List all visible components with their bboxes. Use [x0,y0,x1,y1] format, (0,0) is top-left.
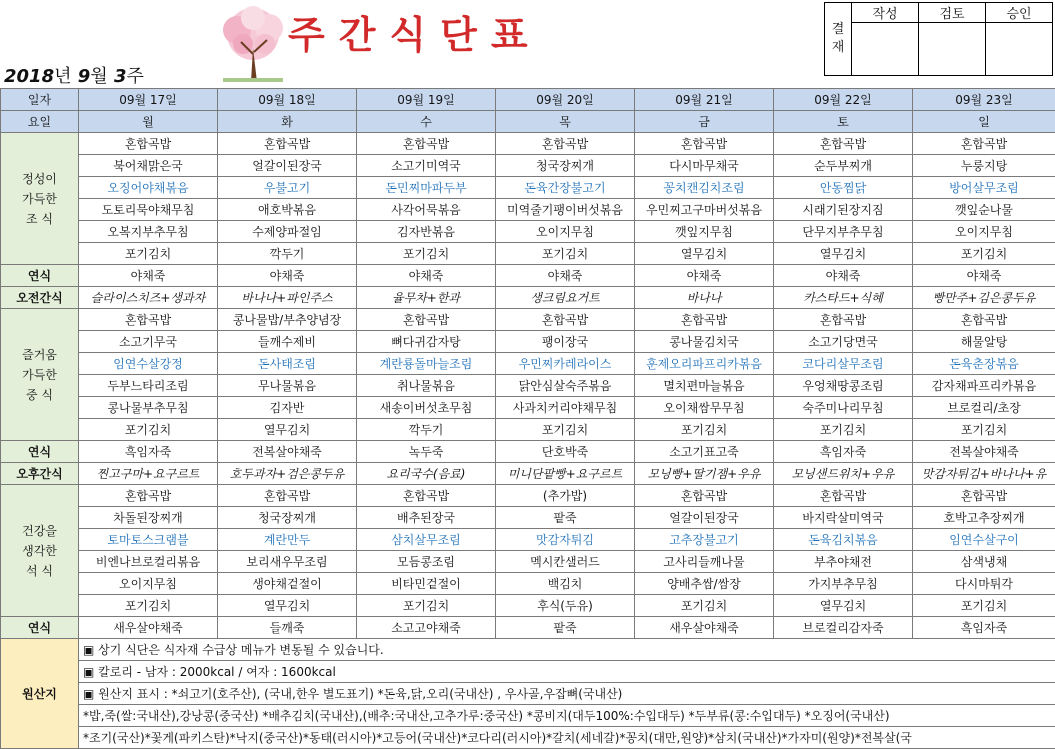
menu-row [1,353,1055,375]
menu-item: 깻잎순나물 [913,199,1055,221]
menu-item: 돈육간장불고기 [496,177,635,199]
menu-row [1,595,1055,617]
meal-section-label [1,287,79,309]
menu-item: 우엉채땅콩조림 [774,375,913,397]
menu-item: 소고고야채죽 [357,617,496,639]
menu-item: 혼합곡밥 [79,133,218,155]
menu-item: 슬라이스치즈+생과자 [79,287,218,309]
menu-item: 혼합곡밥 [774,485,913,507]
menu-item: 혼합곡밥 [79,485,218,507]
menu-item: 혼합곡밥 [635,485,774,507]
menu-row [1,331,1055,353]
menu-item: 포기김치 [79,243,218,265]
meal-section-label [1,485,79,617]
menu-item: 혼합곡밥 [357,133,496,155]
menu-item: 빵만주+김은콩두유 [913,287,1055,309]
menu-item: 김자반 [218,397,357,419]
menu-item: (추가밥) [496,485,635,507]
menu-item: 숙주미나리무침 [774,397,913,419]
menu-item: 후식(두유) [496,595,635,617]
menu-item: 다시마튀각 [913,573,1055,595]
menu-item: 오이채쌈무무침 [635,397,774,419]
menu-item: 혼합곡밥 [913,309,1055,331]
menu-item: 혼합곡밥 [635,309,774,331]
menu-item: 열무김치 [218,595,357,617]
menu-item: 야채죽 [218,265,357,287]
menu-item: 맛감자튀김 [496,529,635,551]
menu-item: 야채죽 [79,265,218,287]
menu-item: 호두과자+검은콩두유 [218,463,357,485]
menu-item: 비타민겉절이 [357,573,496,595]
origin-line: ▣ 칼로리 - 남자 : 2000kcal / 여자 : 1600kcal [79,661,1055,683]
menu-item: 누룽지탕 [913,155,1055,177]
origin-line: *밥,죽(쌀:국내산),강낭콩(중국산) *배추김치(국내산),(배추:국내산,고추가루:중국산) *콩비지(대두100%:수입대두) *두부류(콩:수입대두) *오징어(국내산) [79,705,1055,727]
menu-item: 토마토스크램블 [79,529,218,551]
menu-item: 흑임자죽 [913,617,1055,639]
menu-item: 찐고구마+요구르트 [79,463,218,485]
menu-item: 시래기된장지짐 [774,199,913,221]
menu-item: 소고기미역국 [357,155,496,177]
menu-item: 호박고추장찌개 [913,507,1055,529]
menu-item: 열무김치 [218,419,357,441]
menu-item: 미역줄기팽이버섯볶음 [496,199,635,221]
menu-item: 오복지부추무침 [79,221,218,243]
origin-line: ▣ 상기 식단은 식자재 수급상 메뉴가 변동될 수 있습니다. [79,639,1055,661]
menu-item: 생야채겉절이 [218,573,357,595]
menu-item: 포기김치 [357,595,496,617]
menu-item: 돈사태조림 [218,353,357,375]
origin-row [1,639,1055,661]
menu-item: 야채죽 [774,265,913,287]
meal-section-label-line: 중 식 [1,385,78,405]
menu-item: 혼합곡밥 [913,485,1055,507]
menu-item: 녹두죽 [357,441,496,463]
menu-item: 모듬콩조림 [357,551,496,573]
menu-item: 감자채파프리카볶음 [913,375,1055,397]
menu-item: 고추장불고기 [635,529,774,551]
menu-item: 계란만두 [218,529,357,551]
menu-item: 포기김치 [79,419,218,441]
menu-item: 새송이버섯초무침 [357,397,496,419]
menu-item: 미니단팥빵+요구르트 [496,463,635,485]
menu-item: 계란룡돌마늘조림 [357,353,496,375]
menu-row [1,485,1055,507]
meal-section-label-line: 즐거움 [1,345,78,365]
menu-item: 열무김치 [635,243,774,265]
menu-item: 들깨수제비 [218,331,357,353]
menu-item: 김자반볶음 [357,221,496,243]
origin-line: *조기(국산)*꽃게(파키스탄)*낙지(중국산)*동태(러시아)*고등어(국내산)*코다리(러시아)*갈치(세네갈)*꽁치(대만,원양)*삼치(국내산)*가자미(원양)*전복살(국 [79,727,1055,749]
menu-item: 야채죽 [635,265,774,287]
menu-row [1,243,1055,265]
menu-item: 포기김치 [774,419,913,441]
approval-sign-box[interactable] [986,23,1053,76]
menu-row [1,529,1055,551]
menu-item: 포기김치 [913,419,1055,441]
date-cell: 09월 23일 [913,89,1055,111]
menu-item: 깍두기 [218,243,357,265]
date-header-label: 일자 [1,89,79,111]
menu-item: 단호박죽 [496,441,635,463]
meal-section-label [1,617,79,639]
menu-item: 양배추쌈/쌈장 [635,573,774,595]
menu-item: 백김치 [496,573,635,595]
origin-label: 원산지 [1,639,79,749]
menu-item: 꽁치캔김치조림 [635,177,774,199]
approval-sign-box[interactable] [919,23,986,76]
meal-section-label-line: 생각한 [1,541,78,561]
menu-item: 돈육춘장볶음 [913,353,1055,375]
menu-item: 브로컬리/초장 [913,397,1055,419]
menu-item: 삼치살무조림 [357,529,496,551]
menu-item: 팥죽 [496,617,635,639]
menu-row [1,419,1055,441]
day-cell: 금 [635,111,774,133]
menu-item: 혼합곡밥 [496,133,635,155]
menu-item: 콩나물밥/부추양념장 [218,309,357,331]
menu-item: 우민찌카레라이스 [496,353,635,375]
menu-item: 해물알탕 [913,331,1055,353]
approval-sign-box[interactable] [852,23,919,76]
menu-item: 혼합곡밥 [218,485,357,507]
meal-section-label-line: 오전간식 [1,288,78,308]
meal-section-label [1,309,79,441]
menu-item: 도토리묵야채무침 [79,199,218,221]
menu-item: 포기김치 [496,243,635,265]
menu-item: 혼합곡밥 [357,485,496,507]
menu-item: 바지락살미역국 [774,507,913,529]
menu-row [1,309,1055,331]
menu-item: 팥죽 [496,507,635,529]
menu-item: 얼갈이된장국 [635,507,774,529]
meal-section-label-line: 가득한 [1,189,78,209]
menu-item: 깍두기 [357,419,496,441]
meal-section-label [1,441,79,463]
menu-item: 청국장찌개 [218,507,357,529]
menu-item: 소고기당면국 [774,331,913,353]
meal-section-label-line: 연식 [1,442,78,462]
meal-section-label-line: 연식 [1,618,78,638]
menu-item: 혼합곡밥 [774,309,913,331]
menu-item: 모닝빵+딸기잼+우유 [635,463,774,485]
date-cell: 09월 17일 [79,89,218,111]
menu-item: 멕시칸샐러드 [496,551,635,573]
date-cell: 09월 21일 [635,89,774,111]
menu-item: 배추된장국 [357,507,496,529]
menu-item: 혼합곡밥 [635,133,774,155]
origin-line: ▣ 원산지 표시 : *쇠고기(호주산), (국내,한우 별도표기) *돈육,닭,오리(국내산) , 우사골,우잡뼈(국내산) [79,683,1055,705]
menu-item: 콩나물부추무침 [79,397,218,419]
menu-item: 비엔나브로컬리볶음 [79,551,218,573]
menu-item: 보리새우무조림 [218,551,357,573]
menu-item: 무나물볶음 [218,375,357,397]
menu-row [1,265,1055,287]
menu-item: 훈제오리파프리카볶음 [635,353,774,375]
menu-item: 멸치편마늘볶음 [635,375,774,397]
menu-item: 혼합곡밥 [79,309,218,331]
menu-item: 브로컬리감자죽 [774,617,913,639]
menu-item: 취나물볶음 [357,375,496,397]
meal-section-label [1,265,79,287]
menu-item: 부추야채전 [774,551,913,573]
menu-item: 북어채맑은국 [79,155,218,177]
menu-item: 돈민찌마파두부 [357,177,496,199]
menu-item: 율무차+한과 [357,287,496,309]
approval-box [824,2,1053,76]
menu-item: 혼합곡밥 [774,133,913,155]
meal-section-label [1,463,79,485]
menu-row [1,397,1055,419]
menu-item: 방어살무조림 [913,177,1055,199]
day-cell: 수 [357,111,496,133]
menu-item: 깻잎지무침 [635,221,774,243]
origin-row [1,661,1055,683]
menu-item: 오징어야채볶음 [79,177,218,199]
menu-item: 다시마무채국 [635,155,774,177]
menu-item: 두부느타리조림 [79,375,218,397]
menu-item: 오이지무침 [79,573,218,595]
menu-item: 코다리살무조림 [774,353,913,375]
menu-row [1,463,1055,485]
approval-col-approve: 승인 [986,3,1053,23]
menu-item: 안동찜닭 [774,177,913,199]
menu-item: 오이지무침 [913,221,1055,243]
menu-row [1,133,1055,155]
menu-item: 임연수살강정 [79,353,218,375]
menu-item: 삼색냉채 [913,551,1055,573]
menu-item: 임연수살구이 [913,529,1055,551]
menu-item: 요리국수(음료) [357,463,496,485]
menu-row [1,221,1055,243]
meal-section-label-line: 오후간식 [1,464,78,484]
menu-item: 사과치커리야채무침 [496,397,635,419]
menu-item: 야채죽 [496,265,635,287]
date-cell: 09월 18일 [218,89,357,111]
menu-item: 오이지무침 [496,221,635,243]
menu-item: 맛감자튀김+바나나+유 [913,463,1055,485]
menu-item: 뼈다귀감자탕 [357,331,496,353]
menu-item: 팽이장국 [496,331,635,353]
meal-section-label-line: 조 식 [1,209,78,229]
menu-item: 얼갈이된장국 [218,155,357,177]
menu-item: 포기김치 [635,419,774,441]
menu-item: 포기김치 [496,419,635,441]
menu-row [1,507,1055,529]
meal-section-label-line: 석 식 [1,561,78,581]
date-cell: 09월 19일 [357,89,496,111]
menu-item: 혼합곡밥 [496,309,635,331]
day-cell: 화 [218,111,357,133]
menu-item: 포기김치 [79,595,218,617]
menu-item: 흑임자죽 [79,441,218,463]
menu-row [1,287,1055,309]
meal-section-label-line: 정성이 [1,169,78,189]
day-cell: 월 [79,111,218,133]
approval-col-write: 작성 [852,3,919,23]
menu-item: 바나나+파인주스 [218,287,357,309]
menu-item: 야채죽 [913,265,1055,287]
approval-side-label [825,3,852,76]
origin-row [1,683,1055,705]
menu-item: 콩나물김치국 [635,331,774,353]
menu-item: 소고기표고죽 [635,441,774,463]
origin-row [1,705,1055,727]
page-title: 주간식단표 [288,4,588,54]
cherry-blossom-tree-icon [213,4,293,84]
menu-item: 혼합곡밥 [913,133,1055,155]
meal-section-label-line: 연식 [1,266,78,286]
date-header-row [1,89,1055,111]
menu-row [1,177,1055,199]
weekly-menu-table [0,88,1055,749]
day-header-row [1,111,1055,133]
date-cell: 09월 22일 [774,89,913,111]
meal-section-label-line: 가득한 [1,365,78,385]
menu-row [1,617,1055,639]
menu-item: 생크림요거트 [496,287,635,309]
menu-item: 새우살야채죽 [635,617,774,639]
menu-item: 열무김치 [774,243,913,265]
menu-row [1,375,1055,397]
menu-item: 새우살야채죽 [79,617,218,639]
menu-item: 전복살야채죽 [218,441,357,463]
menu-item: 수제양파절임 [218,221,357,243]
menu-item: 포기김치 [913,243,1055,265]
day-cell: 일 [913,111,1055,133]
menu-item: 야채죽 [357,265,496,287]
title-bar [0,0,1055,88]
menu-item: 혼합곡밥 [357,309,496,331]
menu-item: 애호박볶음 [218,199,357,221]
menu-item: 가지부추무침 [774,573,913,595]
menu-item: 열무김치 [774,595,913,617]
menu-item: 들깨죽 [218,617,357,639]
menu-item: 카스타드+식혜 [774,287,913,309]
approval-col-review: 검토 [919,3,986,23]
menu-item: 흑임자죽 [774,441,913,463]
menu-row [1,551,1055,573]
menu-item: 모닝샌드위치+우유 [774,463,913,485]
menu-item: 청국장찌개 [496,155,635,177]
menu-row [1,155,1055,177]
menu-item: 포기김치 [635,595,774,617]
approval-side-text: 결 재 [832,22,845,55]
menu-item: 고사리들깨나물 [635,551,774,573]
menu-item: 사각어묵볶음 [357,199,496,221]
menu-item: 우불고기 [218,177,357,199]
menu-row [1,199,1055,221]
day-cell: 목 [496,111,635,133]
menu-item: 포기김치 [913,595,1055,617]
menu-item: 우민찌고구마버섯볶음 [635,199,774,221]
meal-section-label-line: 건강을 [1,521,78,541]
menu-item: 소고기무국 [79,331,218,353]
origin-row [1,727,1055,749]
menu-item: 단무지부추무침 [774,221,913,243]
menu-item: 혼합곡밥 [218,133,357,155]
menu-item: 순두부찌개 [774,155,913,177]
week-label: 2018년 9월 3주 [4,62,144,88]
menu-item: 전복살야채죽 [913,441,1055,463]
day-cell: 토 [774,111,913,133]
menu-item: 바나나 [635,287,774,309]
date-cell: 09월 20일 [496,89,635,111]
menu-row [1,573,1055,595]
menu-item: 돈육김치볶음 [774,529,913,551]
menu-row [1,441,1055,463]
menu-item: 포기김치 [357,243,496,265]
menu-item: 차돌된장찌개 [79,507,218,529]
menu-item: 닭안심살숙주볶음 [496,375,635,397]
day-header-label: 요일 [1,111,79,133]
meal-section-label [1,133,79,265]
